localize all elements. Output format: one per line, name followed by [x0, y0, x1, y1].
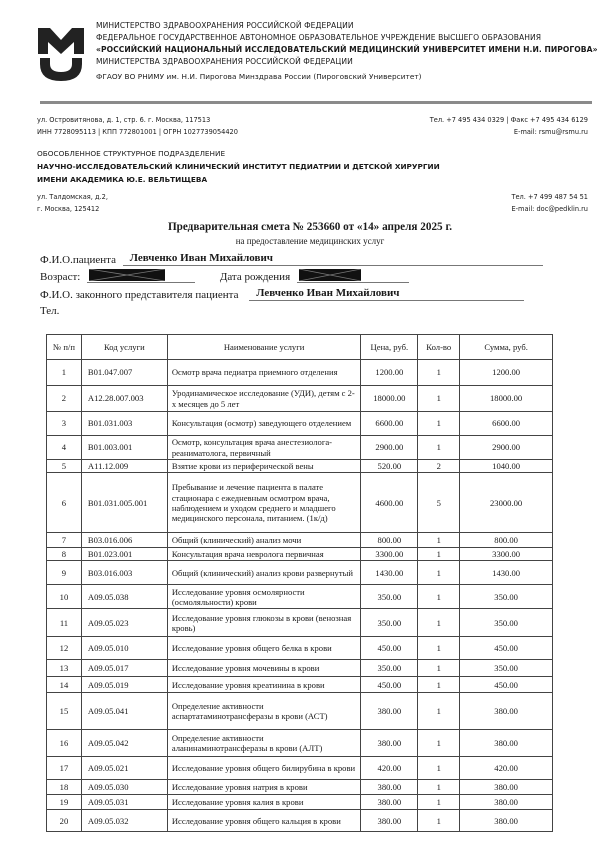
service-code-cell: A09.05.032 [81, 810, 167, 832]
quantity-cell: 1 [418, 548, 460, 561]
age-label: Возраст: [40, 271, 81, 283]
service-name-cell: Исследование уровня калия в крови [167, 795, 361, 810]
table-row [47, 460, 553, 473]
table-row [47, 548, 553, 561]
quantity-cell: 1 [418, 677, 460, 693]
price-cell: 420.00 [361, 757, 418, 780]
phone-row [40, 305, 59, 317]
row-number-cell: 11 [47, 609, 82, 637]
university-contacts [430, 114, 588, 138]
service-name-cell: Исследование уровня общего белка в крови [167, 637, 361, 660]
quantity-cell: 1 [418, 780, 460, 795]
service-name-cell: Общий (клинический) анализ мочи [167, 533, 361, 548]
service-name-cell: Пребывание и лечение пациента в палате стационара с ежедневным осмотром врача, наблюдением и уходом среднего и младшего медицинского персонала, питанием. (1к/д) [167, 473, 361, 533]
patient-name-row [40, 252, 543, 266]
row-number-cell: 6 [47, 473, 82, 533]
age-dob-row [40, 269, 409, 283]
service-name-cell: Исследование уровня общего билирубина в крови [167, 757, 361, 780]
sum-cell: 350.00 [460, 660, 553, 677]
service-name-cell: Осмотр, консультация врача анестезиолога-реаниматолога, первичный [167, 436, 361, 460]
row-number-cell: 13 [47, 660, 82, 677]
institute-address [37, 191, 108, 215]
service-code-cell: A09.05.042 [81, 730, 167, 757]
sum-cell: 23000.00 [460, 473, 553, 533]
service-name-cell: Исследование уровня осмолярности (осмоляльности) крови [167, 585, 361, 609]
age-field [87, 269, 195, 283]
dob-field [297, 269, 409, 283]
subdivision-header [37, 147, 440, 186]
row-number-cell: 18 [47, 780, 82, 795]
sum-cell: 3300.00 [460, 548, 553, 561]
phone: Тел. +7 499 487 54 51 [511, 193, 588, 201]
sum-cell: 450.00 [460, 637, 553, 660]
redacted-dob [299, 269, 361, 281]
service-name-cell: Консультация (осмотр) заведующего отделением [167, 412, 361, 436]
price-cell: 800.00 [361, 533, 418, 548]
sum-cell: 380.00 [460, 810, 553, 832]
service-code-cell: B03.016.003 [81, 561, 167, 585]
table-row [47, 730, 553, 757]
table-row [47, 412, 553, 436]
institute-contacts [511, 191, 588, 215]
service-code-cell: A09.05.023 [81, 609, 167, 637]
redaction-cross-icon [89, 269, 165, 281]
price-cell: 450.00 [361, 637, 418, 660]
price-cell: 2900.00 [361, 436, 418, 460]
table-row [47, 780, 553, 795]
service-code-cell: A09.05.041 [81, 693, 167, 730]
sum-cell: 18000.00 [460, 386, 553, 412]
quantity-cell: 1 [418, 693, 460, 730]
row-number-cell: 14 [47, 677, 82, 693]
sum-cell: 350.00 [460, 585, 553, 609]
service-code-cell: A11.12.009 [81, 460, 167, 473]
representative-row [40, 287, 524, 301]
row-number-cell: 3 [47, 412, 82, 436]
service-code-cell: B01.003.001 [81, 436, 167, 460]
price-cell: 380.00 [361, 795, 418, 810]
row-number-cell: 1 [47, 360, 82, 386]
org-line-university: «РОССИЙСКИЙ НАЦИОНАЛЬНЫЙ ИССЛЕДОВАТЕЛЬСКИЙ МЕДИЦИНСКИЙ УНИВЕРСИТЕТ ИМЕНИ Н.И. ПИРОГОВА» [96, 45, 598, 54]
quantity-cell: 1 [418, 730, 460, 757]
col-header-sum: Сумма, руб. [460, 335, 553, 360]
representative-label: Ф.И.О. законного представителя пациента [40, 289, 239, 301]
col-header-qty: Кол-во [418, 335, 460, 360]
letterhead-divider [40, 101, 592, 104]
registration-numbers: ИНН 7728095113 | КПП 772801001 | ОГРН 1027739054420 [37, 128, 238, 136]
service-code-cell: B01.031.005.001 [81, 473, 167, 533]
sum-cell: 2900.00 [460, 436, 553, 460]
price-cell: 380.00 [361, 810, 418, 832]
price-cell: 350.00 [361, 585, 418, 609]
address-line: ул. Островитянова, д. 1, стр. 6. г. Москва, 117513 [37, 116, 211, 124]
col-header-number: № п/п [47, 335, 82, 360]
row-number-cell: 17 [47, 757, 82, 780]
quantity-cell: 1 [418, 412, 460, 436]
sum-cell: 1040.00 [460, 460, 553, 473]
col-header-code: Код услуги [81, 335, 167, 360]
service-code-cell: A09.05.017 [81, 660, 167, 677]
subdivision-line: ОБОСОБЛЕННОЕ СТРУКТУРНОЕ ПОДРАЗДЕЛЕНИЕ [37, 149, 226, 158]
sum-cell: 800.00 [460, 533, 553, 548]
redaction-cross-icon [299, 269, 361, 281]
price-cell: 1200.00 [361, 360, 418, 386]
price-cell: 18000.00 [361, 386, 418, 412]
org-line: ФЕДЕРАЛЬНОЕ ГОСУДАРСТВЕННОЕ АВТОНОМНОЕ ОБРАЗОВАТЕЛЬНОЕ УЧРЕЖДЕНИЕ ВЫСШЕГО ОБРАЗОВАНИЯ [96, 33, 542, 42]
table-row [47, 533, 553, 548]
price-cell: 380.00 [361, 730, 418, 757]
price-cell: 3300.00 [361, 548, 418, 561]
quantity-cell: 2 [418, 460, 460, 473]
row-number-cell: 15 [47, 693, 82, 730]
table-row [47, 473, 553, 533]
table-row [47, 677, 553, 693]
rnimu-logo-icon [36, 24, 86, 82]
service-name-cell: Взятие крови из периферической вены [167, 460, 361, 473]
sum-cell: 450.00 [460, 677, 553, 693]
service-name-cell: Исследование уровня мочевины в крови [167, 660, 361, 677]
sum-cell: 380.00 [460, 730, 553, 757]
email: E-mail: doc@pedklin.ru [511, 205, 588, 213]
row-number-cell: 8 [47, 548, 82, 561]
service-name-cell: Исследование уровня креатинина в крови [167, 677, 361, 693]
col-header-price: Цена, руб. [361, 335, 418, 360]
email: E-mail: rsmu@rsmu.ru [513, 128, 588, 136]
service-name-cell: Уродинамическое исследование (УДИ), детям с 2-х месяцев до 5 лет [167, 386, 361, 412]
row-number-cell: 19 [47, 795, 82, 810]
service-name-cell: Консультация врача невролога первичная [167, 548, 361, 561]
sum-cell: 420.00 [460, 757, 553, 780]
org-line: МИНИСТЕРСТВО ЗДРАВООХРАНЕНИЯ РОССИЙСКОЙ ФЕДЕРАЦИИ [96, 21, 354, 30]
address-line: г. Москва, 125412 [37, 205, 100, 213]
phone-fax: Тел. +7 495 434 0329 | Факс +7 495 434 6129 [429, 116, 588, 124]
price-cell: 1430.00 [361, 561, 418, 585]
table-row [47, 637, 553, 660]
service-code-cell: A12.28.007.003 [81, 386, 167, 412]
representative-value: Левченко Иван Михайлович [249, 287, 524, 301]
service-name-cell: Осмотр врача педиатра приемного отделения [167, 360, 361, 386]
row-number-cell: 4 [47, 436, 82, 460]
university-address [37, 114, 238, 138]
document-subtitle: на предоставление медицинских услуг [235, 236, 385, 246]
price-cell: 4600.00 [361, 473, 418, 533]
row-number-cell: 7 [47, 533, 82, 548]
service-name-cell: Общий (клинический) анализ крови развернутый [167, 561, 361, 585]
organization-header [96, 20, 598, 83]
quantity-cell: 1 [418, 609, 460, 637]
address-line: ул. Талдомская, д.2, [37, 193, 108, 201]
row-number-cell: 5 [47, 460, 82, 473]
services-table [46, 334, 553, 832]
service-code-cell: A09.05.010 [81, 637, 167, 660]
service-code-cell: A09.05.038 [81, 585, 167, 609]
quantity-cell: 1 [418, 561, 460, 585]
service-code-cell: B01.031.003 [81, 412, 167, 436]
service-code-cell: A09.05.031 [81, 795, 167, 810]
service-code-cell: B01.023.001 [81, 548, 167, 561]
quantity-cell: 1 [418, 360, 460, 386]
dob-label: Дата рождения [219, 271, 291, 283]
row-number-cell: 12 [47, 637, 82, 660]
price-cell: 350.00 [361, 660, 418, 677]
org-short-name: ФГАОУ ВО РНИМУ им. Н.И. Пирогова Минздрава России (Пироговский Университет) [96, 72, 422, 81]
sum-cell: 380.00 [460, 780, 553, 795]
quantity-cell: 1 [418, 795, 460, 810]
document-title: Предварительная смета № 253660 от «14» апреля 2025 г. [167, 221, 453, 233]
quantity-cell: 1 [418, 660, 460, 677]
row-number-cell: 20 [47, 810, 82, 832]
service-name-cell: Исследование уровня натрия в крови [167, 780, 361, 795]
sum-cell: 380.00 [460, 693, 553, 730]
price-cell: 350.00 [361, 609, 418, 637]
price-cell: 380.00 [361, 780, 418, 795]
phone-label: Тел. [40, 305, 60, 317]
quantity-cell: 1 [418, 637, 460, 660]
table-row [47, 757, 553, 780]
table-row [47, 585, 553, 609]
sum-cell: 350.00 [460, 609, 553, 637]
row-number-cell: 10 [47, 585, 82, 609]
quantity-cell: 1 [418, 436, 460, 460]
quantity-cell: 1 [418, 533, 460, 548]
quantity-cell: 5 [418, 473, 460, 533]
service-name-cell: Исследование уровня глюкозы в крови (венозная кровь) [167, 609, 361, 637]
table-row [47, 561, 553, 585]
table-row [47, 360, 553, 386]
institute-name-2: ИМЕНИ АКАДЕМИКА Ю.Е. ВЕЛЬТИЩЕВА [37, 175, 208, 184]
row-number-cell: 9 [47, 561, 82, 585]
patient-name-value: Левченко Иван Михайлович [123, 252, 543, 266]
price-cell: 450.00 [361, 677, 418, 693]
service-name-cell: Определение активности аспартатаминотрансферазы в крови (АСТ) [167, 693, 361, 730]
patient-name-label: Ф.И.О.пациента [40, 254, 116, 266]
table-row [47, 386, 553, 412]
institute-name: НАУЧНО-ИССЛЕДОВАТЕЛЬСКИЙ КЛИНИЧЕСКИЙ ИНСТИТУТ ПЕДИАТРИИ И ДЕТСКОЙ ХИРУРГИИ [37, 162, 440, 171]
sum-cell: 380.00 [460, 795, 553, 810]
sum-cell: 1200.00 [460, 360, 553, 386]
redacted-age [89, 269, 165, 281]
service-code-cell: A09.05.021 [81, 757, 167, 780]
price-cell: 380.00 [361, 693, 418, 730]
row-number-cell: 16 [47, 730, 82, 757]
table-row [47, 436, 553, 460]
table-row [47, 693, 553, 730]
service-code-cell: B03.016.006 [81, 533, 167, 548]
quantity-cell: 1 [418, 585, 460, 609]
price-cell: 520.00 [361, 460, 418, 473]
table-row [47, 810, 553, 832]
service-name-cell: Определение активности аланинаминотрансферазы в крови (АЛТ) [167, 730, 361, 757]
service-name-cell: Исследование уровня общего кальция в крови [167, 810, 361, 832]
price-cell: 6600.00 [361, 412, 418, 436]
service-code-cell: B01.047.007 [81, 360, 167, 386]
table-row [47, 795, 553, 810]
sum-cell: 6600.00 [460, 412, 553, 436]
table-row [47, 660, 553, 677]
quantity-cell: 1 [418, 386, 460, 412]
col-header-name: Наименование услуги [167, 335, 361, 360]
table-header-row [47, 335, 553, 360]
org-line: МИНИСТЕРСТВА ЗДРАВООХРАНЕНИЯ РОССИЙСКОЙ ФЕДЕРАЦИИ [96, 57, 353, 66]
service-code-cell: A09.05.030 [81, 780, 167, 795]
table-row [47, 609, 553, 637]
quantity-cell: 1 [418, 810, 460, 832]
quantity-cell: 1 [418, 757, 460, 780]
service-code-cell: A09.05.019 [81, 677, 167, 693]
sum-cell: 1430.00 [460, 561, 553, 585]
row-number-cell: 2 [47, 386, 82, 412]
